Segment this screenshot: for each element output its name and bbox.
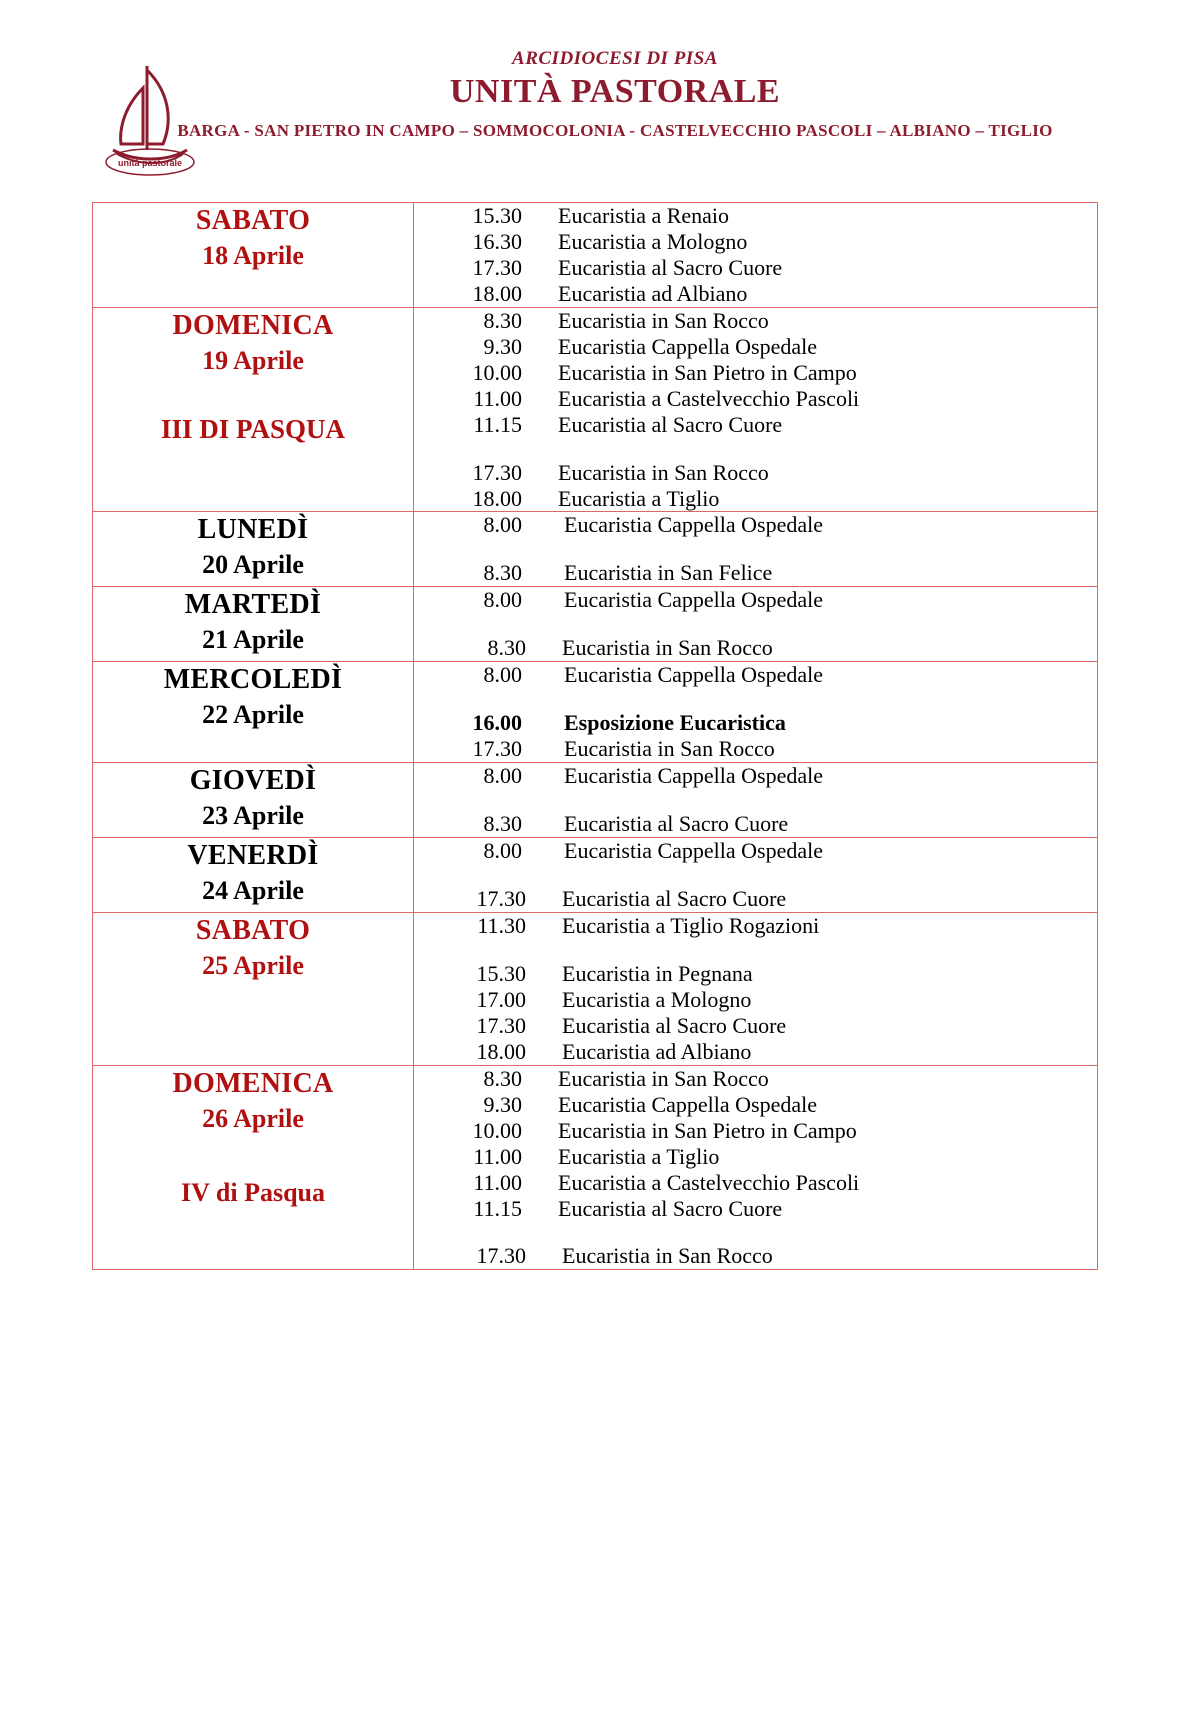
event-time: 18.00	[476, 1038, 526, 1064]
events-cell	[414, 587, 1098, 662]
events-cell	[414, 763, 1098, 838]
list-item	[414, 1039, 1097, 1065]
svg-text:unità pastorale: unità pastorale	[117, 158, 183, 168]
list-item	[414, 1144, 1097, 1170]
event-time: 18.00	[472, 280, 522, 306]
event-desc: Eucaristia a Mologno	[562, 986, 752, 1012]
event-time: 17.00	[476, 986, 526, 1012]
event-time: 11.15	[473, 411, 522, 437]
list-item	[414, 486, 1097, 512]
event-time: 8.30	[487, 635, 526, 661]
list-item	[414, 512, 1097, 538]
unita-pastorale-logo-icon	[95, 58, 205, 178]
list-item	[414, 811, 1097, 837]
day-cell	[93, 662, 414, 763]
event-time: 16.00	[472, 710, 522, 736]
event-desc: Eucaristia a Castelvecchio Pascoli	[558, 385, 860, 411]
event-desc: Eucaristia in San Pietro in Campo	[558, 1117, 857, 1143]
event-desc: Eucaristia Cappella Ospedale	[558, 333, 818, 359]
diocese-name: ARCIDIOCESI DI PISA	[512, 48, 718, 69]
day-name: LUNEDÌ	[197, 514, 309, 546]
day-name: SABATO	[195, 205, 311, 236]
events-cell	[414, 1065, 1098, 1270]
event-time: 8.30	[483, 811, 522, 837]
event-time: 10.00	[472, 1117, 522, 1143]
spacer	[414, 538, 1097, 560]
event-time: 11.00	[473, 1143, 522, 1169]
day-note: III DI PASQUA	[160, 413, 346, 444]
event-desc: Eucaristia a Tiglio	[558, 485, 720, 511]
list-item	[414, 662, 1097, 688]
table-row	[93, 587, 1098, 662]
event-time: 11.30	[477, 912, 526, 938]
list-item	[414, 1066, 1097, 1092]
event-desc: Eucaristia Cappella Ospedale	[564, 763, 824, 789]
events-cell	[414, 512, 1098, 587]
spacer	[414, 1221, 1097, 1243]
day-name: GIOVEDÌ	[189, 765, 317, 797]
page-title: UNITÀ PASTORALE	[449, 73, 781, 110]
event-time: 15.30	[472, 203, 522, 228]
event-desc: Eucaristia al Sacro Cuore	[558, 254, 783, 280]
list-item	[414, 281, 1097, 307]
table-row	[93, 203, 1098, 308]
event-desc: Eucaristia ad Albiano	[562, 1038, 752, 1064]
document-page	[0, 48, 1190, 1731]
spacer	[414, 864, 1097, 886]
event-desc: Eucaristia al Sacro Cuore	[564, 811, 789, 837]
list-item	[414, 460, 1097, 486]
day-note: IV di Pasqua	[180, 1177, 326, 1207]
parishes-list: BARGA - SAN PIETRO IN CAMPO – SOMMOCOLONIA - CASTELVECCHIO PASCOLI – ALBIANO – TIGLIO	[177, 121, 1053, 141]
day-date: 22 Aprile	[202, 700, 304, 730]
list-item	[414, 1013, 1097, 1039]
event-desc: Eucaristia in Pegnana	[562, 960, 753, 986]
table-row	[93, 662, 1098, 763]
table-row	[93, 307, 1098, 512]
day-cell	[93, 587, 414, 662]
event-time: 8.30	[483, 307, 522, 333]
event-time: 17.30	[476, 1012, 526, 1038]
event-time: 8.00	[483, 587, 522, 613]
list-item	[414, 412, 1097, 438]
list-item	[414, 635, 1097, 661]
event-time: 17.30	[476, 886, 526, 912]
event-time: 8.00	[483, 838, 522, 864]
list-item	[414, 961, 1097, 987]
spacer	[414, 438, 1097, 460]
list-item	[414, 587, 1097, 613]
event-desc: Eucaristia Cappella Ospedale	[558, 1091, 818, 1117]
event-desc: Eucaristia Cappella Ospedale	[564, 838, 824, 864]
events-cell	[414, 203, 1098, 308]
day-date: 23 Aprile	[202, 801, 304, 831]
day-name: DOMENICA	[172, 309, 334, 341]
event-time: 8.30	[483, 1065, 522, 1091]
list-item	[414, 203, 1097, 229]
list-item	[414, 360, 1097, 386]
day-cell	[93, 512, 414, 587]
event-desc: Eucaristia in San Rocco	[562, 1243, 773, 1269]
list-item	[414, 255, 1097, 281]
list-item	[414, 1118, 1097, 1144]
events-cell	[414, 662, 1098, 763]
events-cell	[414, 912, 1098, 1065]
schedule-body	[93, 203, 1098, 1270]
event-desc: Eucaristia in San Rocco	[558, 459, 769, 485]
day-cell	[93, 203, 414, 308]
list-item	[414, 987, 1097, 1013]
day-name: MERCOLEDÌ	[163, 664, 343, 696]
day-date: 21 Aprile	[202, 625, 304, 655]
event-desc: Eucaristia ad Albiano	[558, 280, 748, 306]
event-time: 17.30	[472, 254, 522, 280]
list-item	[414, 1092, 1097, 1118]
event-time: 10.00	[472, 359, 522, 385]
list-item	[414, 308, 1097, 334]
day-cell	[93, 307, 414, 512]
event-desc: Eucaristia al Sacro Cuore	[558, 1195, 783, 1221]
event-desc: Eucaristia al Sacro Cuore	[562, 1012, 787, 1038]
day-name: VENERDÌ	[187, 840, 319, 872]
document-header	[0, 48, 1190, 188]
day-date: 19 Aprile	[202, 345, 304, 375]
day-name: DOMENICA	[172, 1067, 334, 1099]
day-name: SABATO	[195, 914, 311, 946]
list-item	[414, 913, 1097, 939]
list-item	[414, 838, 1097, 864]
event-time: 16.30	[472, 228, 522, 254]
event-time: 17.30	[472, 459, 522, 485]
list-item	[414, 763, 1097, 789]
spacer	[414, 688, 1097, 710]
event-time: 8.00	[483, 662, 522, 688]
event-desc: Eucaristia in San Felice	[564, 560, 773, 586]
day-date: 18 Aprile	[202, 241, 304, 270]
day-date: 24 Aprile	[202, 876, 304, 906]
table-row	[93, 1065, 1098, 1270]
event-desc: Eucaristia a Tiglio	[558, 1143, 720, 1169]
events-cell	[414, 838, 1098, 913]
event-desc: Eucaristia Cappella Ospedale	[564, 662, 824, 688]
event-desc: Eucaristia Cappella Ospedale	[564, 587, 824, 613]
event-desc: Eucaristia al Sacro Cuore	[562, 886, 787, 912]
list-item	[414, 229, 1097, 255]
event-desc: Eucaristia in San Rocco	[564, 736, 775, 762]
day-date: 26 Aprile	[202, 1103, 304, 1133]
day-date: 20 Aprile	[202, 550, 304, 580]
list-item	[414, 1196, 1097, 1222]
list-item	[414, 1170, 1097, 1196]
event-time: 17.30	[472, 736, 522, 762]
event-desc: Eucaristia Cappella Ospedale	[564, 512, 824, 538]
event-desc: Esposizione Eucaristica	[564, 710, 786, 736]
event-time: 17.30	[476, 1243, 526, 1269]
events-cell	[414, 307, 1098, 512]
list-item	[414, 334, 1097, 360]
day-cell	[93, 838, 414, 913]
event-time: 18.00	[472, 485, 522, 511]
event-desc: Eucaristia a Tiglio Rogazioni	[562, 912, 820, 938]
spacer	[414, 939, 1097, 961]
event-time: 8.00	[483, 763, 522, 789]
spacer	[414, 789, 1097, 811]
list-item	[414, 710, 1097, 736]
table-row	[93, 838, 1098, 913]
day-name: MARTEDÌ	[184, 589, 322, 621]
event-time: 15.30	[476, 960, 526, 986]
table-row	[93, 512, 1098, 587]
event-time: 11.15	[473, 1195, 522, 1221]
list-item	[414, 886, 1097, 912]
event-desc: Eucaristia in San Pietro in Campo	[558, 359, 857, 385]
event-time: 11.00	[473, 1169, 522, 1195]
event-desc: Eucaristia a Mologno	[558, 228, 748, 254]
day-cell	[93, 912, 414, 1065]
event-desc: Eucaristia a Renaio	[558, 203, 730, 228]
event-desc: Eucaristia in San Rocco	[558, 1065, 769, 1091]
list-item	[414, 736, 1097, 762]
event-desc: Eucaristia al Sacro Cuore	[558, 411, 783, 437]
event-time: 9.30	[483, 333, 522, 359]
table-row	[93, 912, 1098, 1065]
spacer	[414, 613, 1097, 635]
list-item	[414, 1243, 1097, 1269]
event-time: 9.30	[483, 1091, 522, 1117]
event-desc: Eucaristia in San Rocco	[558, 307, 769, 333]
day-cell	[93, 1065, 414, 1270]
list-item	[414, 560, 1097, 586]
table-row	[93, 763, 1098, 838]
event-desc: Eucaristia in San Rocco	[562, 635, 773, 661]
event-desc: Eucaristia a Castelvecchio Pascoli	[558, 1169, 860, 1195]
schedule-table	[92, 202, 1098, 1270]
event-time: 8.00	[483, 512, 522, 538]
day-date: 25 Aprile	[202, 950, 304, 980]
event-time: 11.00	[473, 385, 522, 411]
event-time: 8.30	[483, 560, 522, 586]
day-cell	[93, 763, 414, 838]
list-item	[414, 386, 1097, 412]
